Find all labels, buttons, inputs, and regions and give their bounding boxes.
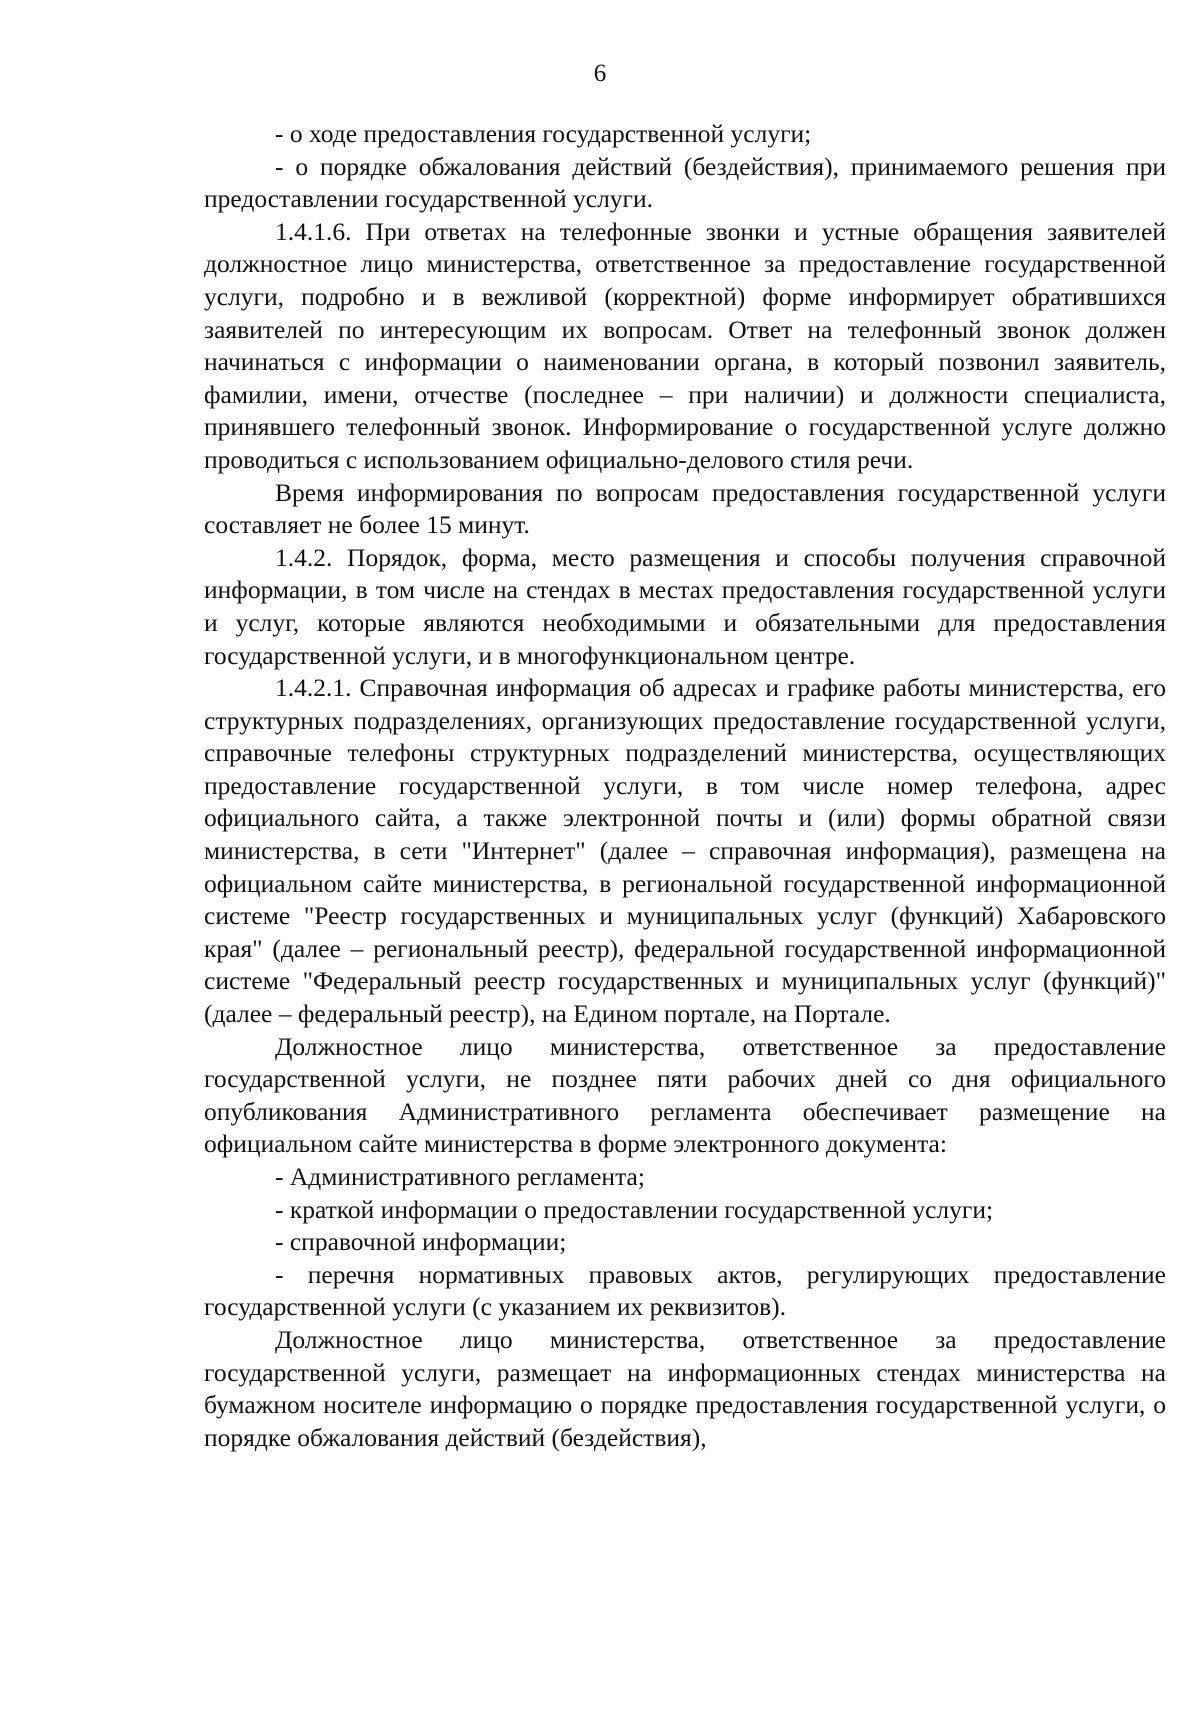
list-item-appeal: - о порядке обжалования действий (бездействия), принимаемого решения при предоставлении государственной услуги. — [204, 151, 1166, 214]
document-body — [204, 118, 1166, 1454]
list-item-progress: - о ходе предоставления государственной услуги; — [275, 119, 812, 148]
list-item-reference-info: - справочной информации; — [275, 1227, 567, 1257]
paragraph-1-4-1-6: 1.4.1.6. При ответах на телефонные звонки и устные обращения заявителей должностное лицо министерства, ответственное за предоставление государственной услуги, подробно и в вежливой (корректной) форме информирует обратившихся заявителей по интересующим их вопросам. Ответ на телефонный звонок должен начинаться с информации о наименовании органа, в который позвонил заявитель, фамилии, имени, отчестве (последнее – при наличии) и должности специалиста, принявшего телефонный звонок. Информирование о государственной услуге должно проводиться с использованием официально-делового стиля речи. — [204, 216, 1166, 474]
paragraph-info-stands: Должностное лицо министерства, ответственное за предоставление государственной услуги, размещает на информационных стендах министерства на бумажном носителе информацию о порядке предоставления государственной услуги, о порядке обжалования действий (бездействия), — [204, 1324, 1166, 1452]
paragraph-1-4-2: 1.4.2. Порядок, форма, место размещения и способы получения справочной информации, в том числе на стендах в местах предоставления государственной услуги и услуг, которые являются необходимыми и обязательными для предоставления государственной услуги, и в многофункциональном центре. — [204, 542, 1166, 670]
list-item-legal-acts: - перечня нормативных правовых актов, регулирующих предоставление государственной услуги (с указанием их реквизитов). — [204, 1259, 1166, 1322]
paragraph-info-time: Время информирования по вопросам предоставления государственной услуги составляет не более 15 минут. — [204, 477, 1166, 540]
list-item-regulation: - Административного регламента; — [275, 1162, 645, 1191]
paragraph-official-site: Должностное лицо министерства, ответственное за предоставление государственной услуги, не позднее пяти рабочих дней со дня официального опубликования Административного регламента обеспечивает размещение на официальном сайте министерства в форме электронного документа: — [204, 1031, 1166, 1159]
page-number: 6 — [593, 60, 607, 87]
list-item-brief-info: - краткой информации о предоставлении государственной услуги; — [275, 1194, 994, 1224]
paragraph-1-4-2-1: 1.4.2.1. Справочная информация об адресах и графике работы министерства, его структурных подразделениях, организующих предоставление государственной услуги, справочные телефоны структурных подразделений министерства, осуществляющих предоставление государственной услуги, в том числе номер телефона, адрес официального сайта, а также электронной почты и (или) формы обратной связи министерства, в сети "Интернет" (далее – справочная информация), размещена на официальном сайте министерства, в региональной государственной информационной системе "Реестр государственных и муниципальных услуг (функций) Хабаровского края" (далее – региональный реестр), федеральной государственной информационной системе "Федеральный реестр государственных и муниципальных услуг (функций)" (далее – федеральный реестр), на Едином портале, на Портале. — [204, 673, 1166, 1029]
